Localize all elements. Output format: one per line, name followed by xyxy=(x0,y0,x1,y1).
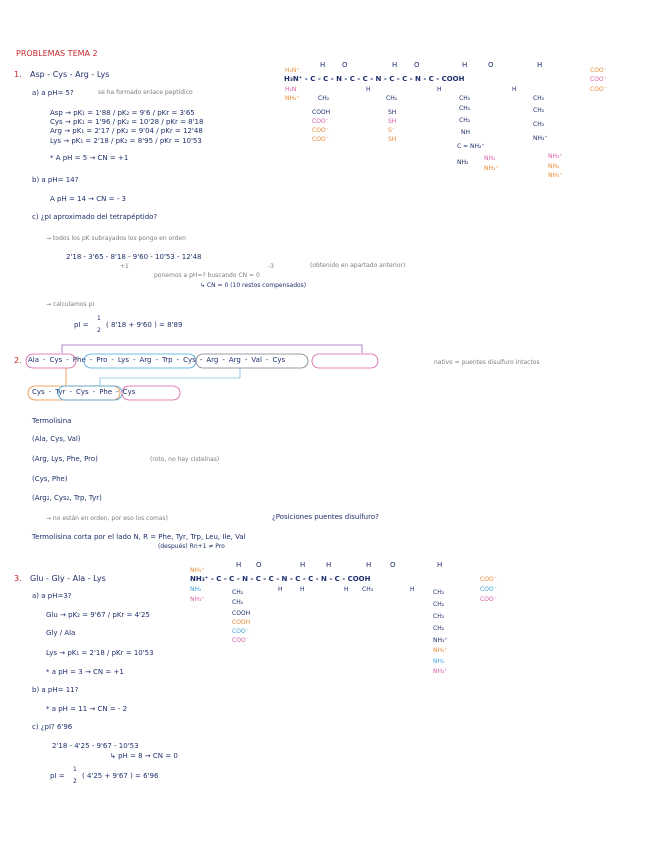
p3-c1-r3: COOH xyxy=(232,610,251,617)
p2-aa-12: Cys xyxy=(272,356,286,364)
p1-left-label-3: NH₃⁺ xyxy=(285,95,300,102)
p1-nh-3: H xyxy=(512,86,517,93)
problem-3-sequence: Glu - Gly - Ala - Lys xyxy=(30,574,106,583)
p3-nh-3: H xyxy=(344,586,349,593)
p1-pi-denominator: 2 xyxy=(97,327,101,334)
p1-pk-sequence: 2'18 - 3'65 - 8'18 - 9'60 - 10'53 - 12'48 xyxy=(66,253,202,261)
p3-main-chain: NH₃⁺ - C - C - N - C - C - N - C - C - N - C - COOH xyxy=(190,575,371,583)
p1-charge-plus: +1 xyxy=(120,263,129,270)
p1-pi-numerator: 1 xyxy=(97,315,101,322)
p3-gly-ala: Gly / Ala xyxy=(46,629,76,637)
p1-note-order: → todos los pK subrayados los pongo en orden xyxy=(46,235,186,242)
p1-left-label-2: H₂N xyxy=(285,86,297,93)
p3-right-label-3: COO⁻ xyxy=(480,596,497,603)
p1-c3-ch2-a: CH₂ xyxy=(459,95,471,102)
p3-o-2: O xyxy=(390,561,396,569)
p1-nh-1: H xyxy=(366,86,371,93)
p3-left-label-2: NH₂ xyxy=(190,586,202,593)
p1-left-label-1: H₃N⁺ xyxy=(285,67,300,74)
p2-aa-2: Cys xyxy=(49,356,63,364)
p1-note-side: (obtenido en apartado anterior) xyxy=(310,262,406,269)
p1-o-2: O xyxy=(414,61,420,69)
p2-rule: Termolisina corta por el lado N, R = Phe, Tyr, Trp, Leu, Ile, Val xyxy=(32,533,246,541)
p2-b-aa-1: Cys xyxy=(32,388,45,396)
p2-aa-10: Arg xyxy=(228,356,241,364)
p1-answer-a: * A pH = 5 → CN = +1 xyxy=(50,154,129,162)
p1-c2-r1: SH xyxy=(388,109,397,116)
p2-aa-8: Cys xyxy=(183,356,196,364)
p1-c1-r2: COO⁻ xyxy=(312,118,329,125)
p3-h-3: H xyxy=(326,561,332,569)
p3-c4-r4: CH₂ xyxy=(433,625,445,632)
p2-aa-4: Pro xyxy=(96,356,108,364)
p3-h-4: H xyxy=(366,561,372,569)
p2-termolisina-label: Termolisina xyxy=(32,417,72,425)
p1-c4-r6: NH₃⁺ xyxy=(548,172,563,179)
p3-c4-r7: NH₂ xyxy=(433,658,445,665)
p3-nh-2: H xyxy=(300,586,305,593)
p3-pi-numerator: 1 xyxy=(73,766,77,773)
p2-aa-3: Phe xyxy=(72,356,86,364)
p2-b-aa-2: Tyr xyxy=(55,388,66,396)
p1-pk-row-1: Asp → pK₁ = 1'88 / pK₂ = 9'6 / pKr = 3'65 xyxy=(50,109,195,117)
p1-right-label-1: COO⁻ xyxy=(590,67,607,74)
p3-c4-r1: CH₂ xyxy=(433,589,445,596)
p3-right-label-2: COO⁻ xyxy=(480,586,497,593)
p1-h-1: H xyxy=(320,61,326,69)
p3-pi-label: pI = xyxy=(50,772,65,780)
p1-question-c: c) ¿pI aproximado del tetrapéptido? xyxy=(32,213,158,221)
p1-c3-r2: CH₂ xyxy=(459,117,471,124)
p3-answer-b: * a pH = 11 → CN = - 2 xyxy=(46,705,128,713)
p1-main-chain: H₃N⁺ - C - C - N - C - C - N - C - C - N - C - COOH xyxy=(284,75,465,83)
p2-fragment-4: (Arg₂, Cys₂, Trp, Tyr) xyxy=(32,494,102,502)
p3-glu: Glu → pK₂ = 9'67 / pKr = 4'25 xyxy=(46,611,150,619)
p3-c1-r4: COOH xyxy=(232,619,251,626)
problem-1-sequence: Asp - Cys - Arg - Lys xyxy=(30,70,110,79)
p1-note-peptide: se ha formado enlace peptídico xyxy=(98,89,193,96)
p2-fragment-2-note: (roto, no hay cisteínas) xyxy=(150,456,220,463)
p3-c4-r6: NH₃⁺ xyxy=(433,647,448,654)
p1-charge-minus: -3 xyxy=(268,263,274,270)
p2-fragment-1: (Ala, Cys, Val) xyxy=(32,435,81,443)
p3-question-a: a) a pH=3? xyxy=(32,592,72,600)
p1-c1-r1: COOH xyxy=(312,109,331,116)
p1-c2-r4: SH xyxy=(388,136,397,143)
p2-b-aa-5: Cys xyxy=(122,388,136,396)
p3-c4-r5: NH₃⁺ xyxy=(433,637,448,644)
p3-lys: Lys → pK₁ = 2'18 / pKr = 10'53 xyxy=(46,649,154,657)
p1-calc-pi: → calculamos pI xyxy=(46,301,95,308)
p1-c4-r5: NH₂ xyxy=(548,163,560,170)
p3-nh-1: H xyxy=(278,586,283,593)
p3-c4-r8: NH₃⁺ xyxy=(433,668,448,675)
p3-c1-r5: COO⁻ xyxy=(232,628,249,635)
p2-sequence-2: Cys - Tyr - Cys - Phe - Cys xyxy=(32,388,136,396)
p1-c3-r3: NH xyxy=(461,129,470,136)
problem-3-number: 3. xyxy=(14,574,22,583)
p2-aa-11: Val xyxy=(251,356,262,364)
p1-c1-r4: COO⁻ xyxy=(312,136,329,143)
p2-sequence-1: Ala - Cys - Phe - Pro - Lys - Arg - Trp - Cys - Arg - Arg - Val - Cys xyxy=(28,356,286,364)
p3-pi-denominator: 2 xyxy=(73,778,77,785)
p1-h-3: H xyxy=(462,61,468,69)
p2-aa-6: Arg xyxy=(139,356,152,364)
p3-note-cn0: ↳ pH = 8 → CN = 0 xyxy=(110,752,178,760)
p2-aa-7: Trp xyxy=(162,356,173,364)
p1-question-a: a) a pH= 5? xyxy=(32,89,74,97)
p2-fragment-3: (Cys, Phe) xyxy=(32,475,68,483)
p1-pk-row-2: Cys → pK₁ = 1'96 / pK₂ = 10'28 / pKr = 8'18 xyxy=(50,118,204,126)
p2-question: ¿Posiciones puentes disulfuro? xyxy=(272,513,379,521)
p2-b-aa-3: Cys xyxy=(75,388,89,396)
p1-pk-row-3: Arg → pK₁ = 2'17 / pK₂ = 9'04 / pKr = 12'48 xyxy=(50,127,203,135)
p2-rule-2: (después) Rn+1 ≠ Pro xyxy=(158,543,225,550)
p1-c2-ch2: CH₂ xyxy=(386,95,398,102)
p1-pk-row-4: Lys → pK₁ = 2'18 / pK₂ = 8'95 / pKr = 10'53 xyxy=(50,137,202,145)
p3-nh-5: CH₃ xyxy=(362,586,374,593)
p3-nh-4: H xyxy=(410,586,415,593)
p1-c1-r3: COO⁻ xyxy=(312,127,329,134)
p1-c3-r5: NH₂ xyxy=(457,159,469,166)
p3-c4-r3: CH₂ xyxy=(433,613,445,620)
p1-c3-r1: CH₂ xyxy=(459,105,471,112)
p2-aa-1: Ala xyxy=(28,356,40,364)
p1-answer-b: A pH = 14 → CN = - 3 xyxy=(50,195,126,203)
p1-note-ph: ponemos a pH=? buscando CN = 0 xyxy=(154,272,260,279)
p1-right-label-2: COO⁻ xyxy=(590,76,607,83)
p3-left-label-1: NH₃⁺ xyxy=(190,567,205,574)
p1-c4-r4: NH₃⁺ xyxy=(548,153,563,160)
p1-c4-ch2: CH₂ xyxy=(533,95,545,102)
p2-aa-9: Arg xyxy=(206,356,219,364)
p1-right-label-3: COO⁻ xyxy=(590,86,607,93)
p1-c1-ch2: CH₂ xyxy=(318,95,330,102)
p3-left-label-3: NH₃⁺ xyxy=(190,596,205,603)
p3-h-1: H xyxy=(236,561,242,569)
p3-question-b: b) a pH= 11? xyxy=(32,686,79,694)
p3-h-5: H xyxy=(437,561,443,569)
p2-aa-5: Lys xyxy=(117,356,129,364)
p3-c1-r1: CH₂ xyxy=(232,589,244,596)
page-title: PROBLEMAS TEMA 2 xyxy=(16,49,98,58)
p2-nativo-note: nativo = puentes disulfuro intactos xyxy=(434,359,540,366)
p3-c1-r2: CH₂ xyxy=(232,599,244,606)
p1-pi-label: pI = xyxy=(74,321,89,329)
p1-pi-expression: ( 8'18 + 9'60 ) = 8'89 xyxy=(106,321,183,329)
p1-c4-r1: CH₂ xyxy=(533,107,545,114)
p3-answer-a: * a pH = 3 → CN = +1 xyxy=(46,668,124,676)
p2-b-aa-4: Phe xyxy=(99,388,113,396)
p3-right-label-1: COO⁻ xyxy=(480,576,497,583)
p1-nh-2: H xyxy=(437,86,442,93)
p1-c3-r6: NH₂ xyxy=(484,155,496,162)
p1-o-1: O xyxy=(342,61,348,69)
p3-o-1: O xyxy=(256,561,262,569)
p3-question-c: c) ¿pI? 6'96 xyxy=(32,723,73,731)
p2-note-order: → no están en orden, por eso los comas) xyxy=(46,515,169,522)
p3-pk-sequence: 2'18 - 4'25 - 9'67 - 10'53 xyxy=(52,742,139,750)
p1-c3-r7: NH₂⁺ xyxy=(484,165,499,172)
p1-c2-r2: SH xyxy=(388,118,397,125)
p1-o-3: O xyxy=(488,61,494,69)
p1-h-4: H xyxy=(537,61,543,69)
p1-c2-r3: S⁻ xyxy=(388,127,395,134)
p3-h-2: H xyxy=(300,561,306,569)
p1-question-b: b) a pH= 14? xyxy=(32,176,79,184)
p1-note-cn0: ↳ CN = 0 (10 restos compensados) xyxy=(200,282,307,289)
p3-c1-r6: COO⁻ xyxy=(232,637,249,644)
p1-c3-r4: C = NH₂⁺ xyxy=(457,143,485,150)
p1-c4-r2: CH₂ xyxy=(533,121,545,128)
p1-c4-r3: NH₃⁺ xyxy=(533,135,548,142)
p3-c4-r2: CH₂ xyxy=(433,601,445,608)
p2-fragment-2: (Arg, Lys, Phe, Pro) xyxy=(32,455,98,463)
problem-1-number: 1. xyxy=(14,70,22,79)
p3-pi-expression: ( 4'25 + 9'67 ) = 6'96 xyxy=(82,772,159,780)
p1-h-2: H xyxy=(392,61,398,69)
problem-2-number: 2. xyxy=(14,356,22,365)
